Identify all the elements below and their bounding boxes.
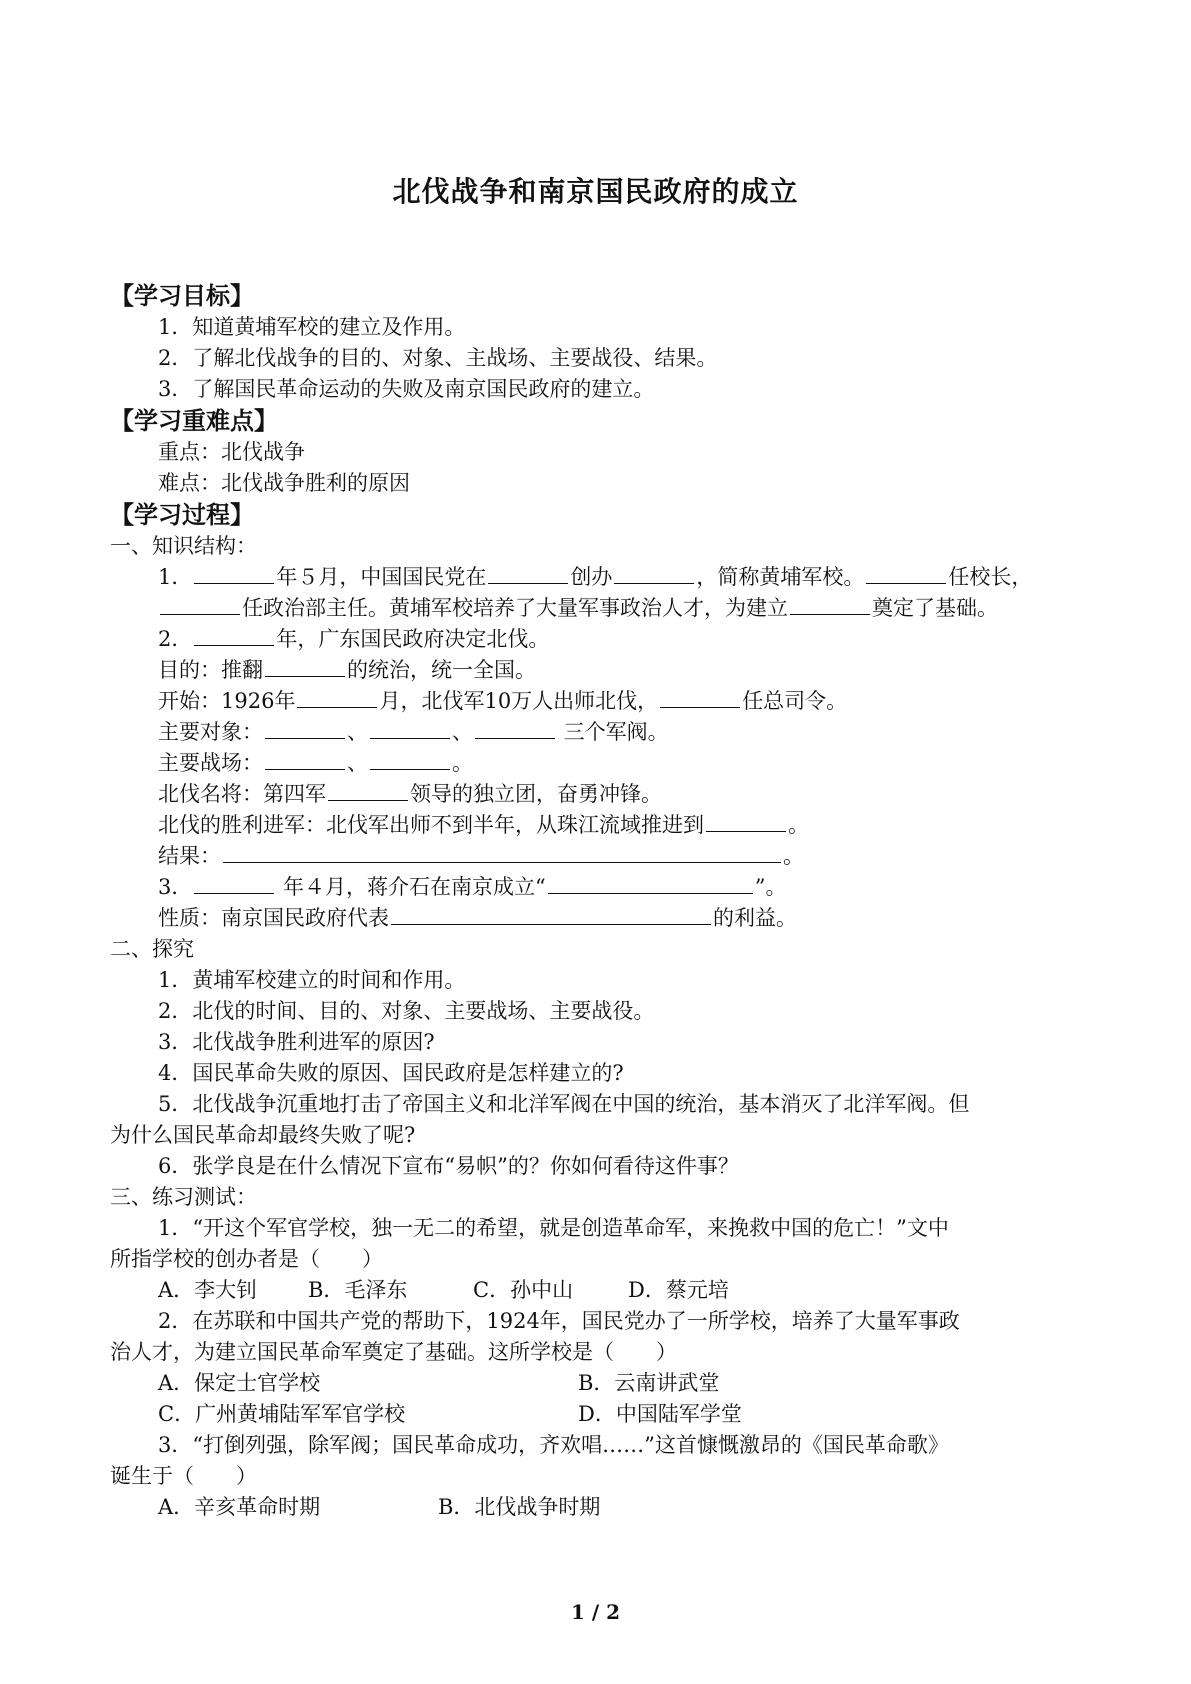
advance-line: [110, 810, 1090, 841]
part-heading: 三、练习测试：: [110, 1185, 257, 1209]
quiz-question-1: 1．“开这个军官学校，独一无二的希望，就是创造革命军，来挽救中国的危亡！”文中: [158, 1216, 949, 1240]
item-text: 年，广东国民政府决定北伐。: [276, 627, 550, 651]
inquiry-item: 2．北伐的时间、目的、对象、主要战场、主要战役。: [158, 999, 655, 1023]
key-point: 重点：北伐战争: [158, 440, 305, 464]
inquiry-item: 6．张学良是在什么情况下宣布“易帜”的？你如何看待这件事？: [158, 1154, 739, 1178]
fill-blank[interactable]: [391, 903, 711, 925]
item-text: 年４月，蒋介石在南京成立“: [276, 875, 546, 899]
option-b[interactable]: B．毛泽东: [308, 1278, 408, 1302]
item-number: 2．: [158, 627, 193, 651]
inquiry-item: 3．北伐战争胜利进军的原因?: [158, 1030, 435, 1054]
fill-blank[interactable]: [194, 872, 274, 894]
item-text: 北伐的胜利进军：北伐军出师不到半年，从珠江流域推进到: [158, 813, 704, 837]
page-title: 北伐战争和南京国民政府的成立: [392, 175, 799, 208]
section-heading-process: 【学习过程】: [110, 501, 254, 529]
item-text: 开始：1926年: [158, 689, 296, 713]
fill-blank[interactable]: [475, 717, 555, 739]
quiz-question-2: 2．在苏联和中国共产党的帮助下，1924年，国民党办了一所学校，培养了大量军事政: [158, 1309, 960, 1333]
option-b[interactable]: B．北伐战争时期: [438, 1495, 601, 1519]
fill-blank[interactable]: [706, 810, 786, 832]
item-text: ，简称黄埔军校。: [696, 565, 865, 589]
option-c[interactable]: C．孙中山: [473, 1278, 574, 1302]
difficult-point: 难点：北伐战争胜利的原因: [158, 471, 410, 495]
item-text: 的统治，统一全国。: [347, 658, 536, 682]
item-text: 领导的独立团，奋勇冲锋。: [410, 782, 662, 806]
item-number: 3．: [158, 875, 193, 899]
item-number: 1．: [158, 565, 193, 589]
separator: 。: [452, 751, 473, 775]
inquiry-item-cont: 为什么国民革命却最终失败了呢?: [110, 1123, 416, 1147]
fill-blank[interactable]: [488, 562, 568, 584]
part-heading: 二、探究: [110, 937, 194, 961]
fill-blank[interactable]: [160, 593, 240, 615]
item-text: 任校长，: [948, 565, 1033, 589]
start-line: [110, 686, 1090, 717]
knowledge-item-2: [110, 624, 1090, 655]
item-text: 年５月，中国国民党在: [276, 565, 487, 589]
separator: 。: [788, 813, 809, 837]
battlefield-line: [110, 748, 1090, 779]
targets-line: [110, 717, 1090, 748]
knowledge-item-1: [110, 562, 1090, 593]
item-text: 主要战场：: [158, 751, 263, 775]
item-text: 月，北伐军10万人出师北伐，: [379, 689, 659, 713]
item-text: 任总司令。: [742, 689, 848, 713]
goal-item: 2．了解北伐战争的目的、对象、主战场、主要战役、结果。: [158, 346, 718, 370]
knowledge-item-1-cont: [110, 593, 1090, 624]
separator: 、: [347, 751, 368, 775]
section-heading-focus: 【学习重难点】: [110, 407, 278, 435]
item-text: 主要对象：: [158, 720, 263, 744]
general-line: [110, 779, 1090, 810]
fill-blank[interactable]: [297, 686, 377, 708]
goal-item: 1．知道黄埔军校的建立及作用。: [158, 315, 466, 339]
quiz-question-3-cont: 诞生于（ ）: [110, 1464, 257, 1488]
fill-blank[interactable]: [548, 872, 753, 894]
goal-item: 3．了解国民革命运动的失败及南京国民政府的建立。: [158, 377, 655, 401]
nature-line: [110, 903, 1090, 934]
fill-blank[interactable]: [328, 779, 408, 801]
quiz-question-3: 3．“打倒列强，除军阀；国民革命成功，齐欢唱……”这首慷慨激昂的《国民革命歌》: [158, 1433, 949, 1457]
inquiry-item: 1．黄埔军校建立的时间和作用。: [158, 968, 466, 992]
separator: 、: [347, 720, 368, 744]
quiz-options-2-row1: [110, 1368, 1090, 1399]
fill-blank[interactable]: [866, 562, 946, 584]
quiz-question-1-cont: 所指学校的创办者是（ ）: [110, 1247, 383, 1271]
fill-blank[interactable]: [194, 624, 274, 646]
fill-blank[interactable]: [660, 686, 740, 708]
item-text: 性质：南京国民政府代表: [158, 906, 389, 930]
option-b[interactable]: B．云南讲武堂: [578, 1371, 720, 1395]
option-d[interactable]: D．中国陆军学堂: [578, 1402, 742, 1426]
page-number: 1 / 2: [570, 1600, 621, 1624]
inquiry-item: 5．北伐战争沉重地打击了帝国主义和北洋军阀在中国的统治，基本消灭了北洋军阀。但: [158, 1092, 970, 1116]
option-a[interactable]: A．辛亥革命时期: [158, 1495, 321, 1519]
option-a[interactable]: A．保定士官学校: [158, 1371, 321, 1395]
item-text: 的利益。: [713, 906, 797, 930]
fill-blank[interactable]: [265, 748, 345, 770]
worksheet-body: [110, 280, 1090, 1523]
fill-blank[interactable]: [265, 717, 345, 739]
inquiry-item: 4．国民革命失败的原因、国民政府是怎样建立的?: [158, 1061, 624, 1085]
fill-blank[interactable]: [790, 593, 870, 615]
section-heading-goals: 【学习目标】: [110, 282, 254, 310]
result-line: [110, 841, 1090, 872]
fill-blank[interactable]: [223, 841, 781, 863]
fill-blank[interactable]: [370, 748, 450, 770]
fill-blank[interactable]: [265, 655, 345, 677]
quiz-options-1: [110, 1275, 1090, 1306]
purpose-line: [110, 655, 1090, 686]
item-text: 任政治部主任。黄埔军校培养了大量军事政治人才，为建立: [242, 596, 788, 620]
item-text: 目的：推翻: [158, 658, 263, 682]
quiz-options-3: [110, 1492, 1090, 1523]
option-c[interactable]: C．广州黄埔陆军军官学校: [158, 1402, 406, 1426]
item-text: 三个军阀。: [557, 720, 669, 744]
option-d[interactable]: D．蔡元培: [628, 1278, 729, 1302]
fill-blank[interactable]: [370, 717, 450, 739]
fill-blank[interactable]: [194, 562, 274, 584]
item-text: 结果：: [158, 844, 221, 868]
item-text: 创办: [570, 565, 613, 589]
quiz-options-2-row2: [110, 1399, 1090, 1430]
option-a[interactable]: A．李大钊: [158, 1278, 258, 1302]
quiz-question-2-cont: 治人才，为建立国民革命军奠定了基础。这所学校是（ ）: [110, 1340, 677, 1364]
part-heading: 一、知识结构：: [110, 534, 257, 558]
fill-blank[interactable]: [614, 562, 694, 584]
separator: 。: [783, 844, 804, 868]
item-text: 奠定了基础。: [872, 596, 998, 620]
item-text: ”。: [754, 875, 787, 899]
knowledge-item-3: [110, 872, 1090, 903]
item-text: 北伐名将：第四军: [158, 782, 326, 806]
separator: 、: [452, 720, 473, 744]
